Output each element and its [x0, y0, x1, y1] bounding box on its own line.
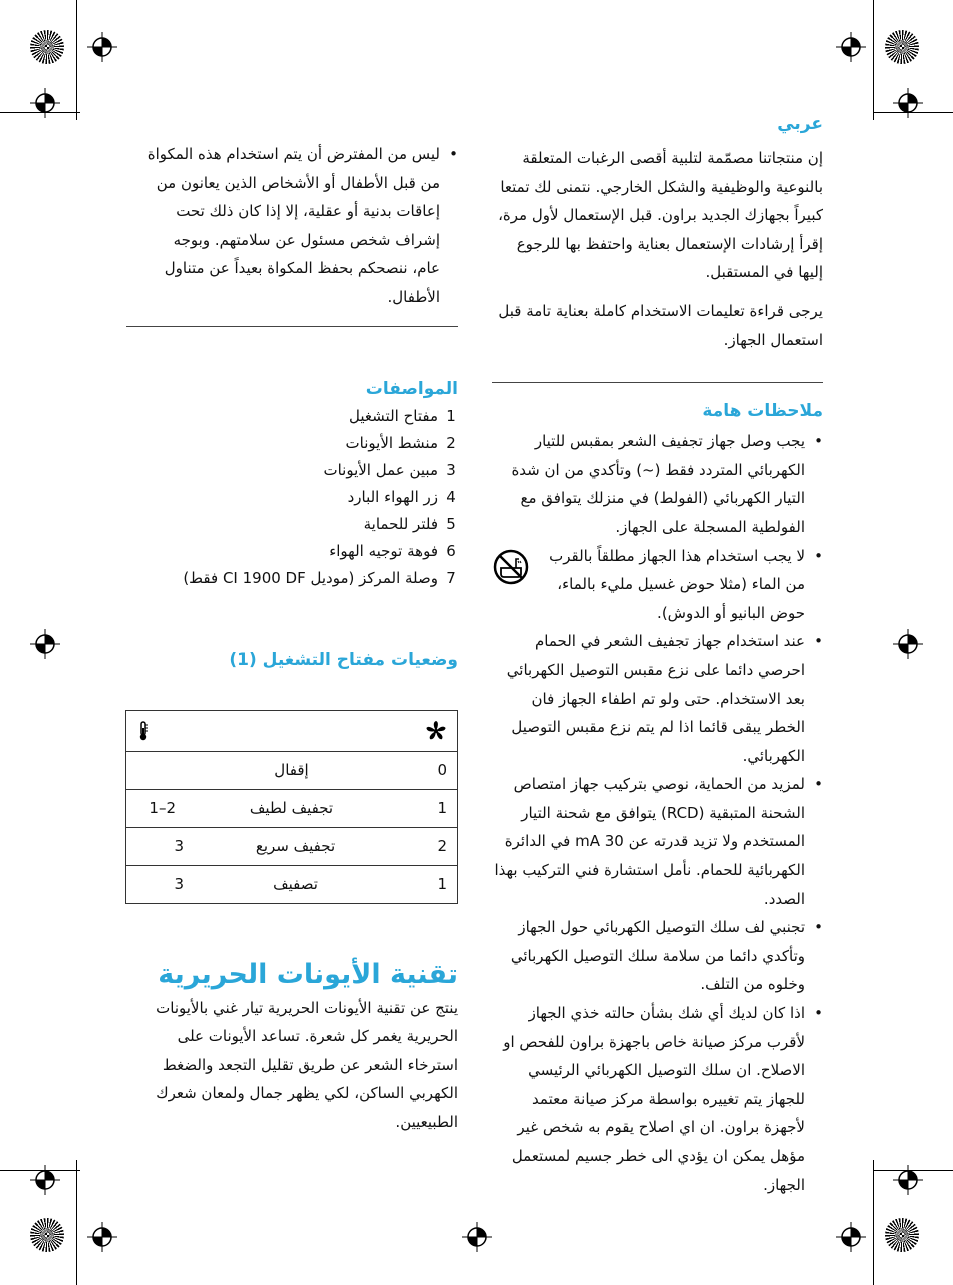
- bullet-icon: •: [814, 432, 823, 451]
- notes-heading: ملاحظات هامة: [702, 401, 823, 422]
- registration-crosshair-icon: [836, 32, 866, 62]
- left-column: [126, 140, 458, 1137]
- bullet-icon: •: [814, 546, 823, 565]
- list-item: • لا يجب استخدام هذا الجهاز مطلقاً بالقرب من الماء (مثلا حوض غسيل مليء بالماء، حوض البانيو أو الدوش).: [492, 542, 823, 628]
- switch-heading: وضعيات مفتاح التشغيل (1): [229, 649, 458, 670]
- list-item: • ليس من المفترض أن يتم استخدام هذه المكواة من قبل الأطفال أو الأشخاص الذين يعانون من إعاقات بدنية أو عقلية، إلا إذا كان ذلك تحت إشراف شخص مسئول عن سلامتهم. وبوجه عام، ننصحكم بحفظ المكواة بعيداً عن متناول الأطفال.: [126, 140, 458, 312]
- list-item: • تجنبي لف سلك التوصيل الكهربائي حول الجهاز وتأكدي دائما من سلامة سلك التوصيل الكهربائي وخلوه من التلف.: [492, 913, 823, 999]
- bullet-icon: •: [814, 918, 823, 937]
- registration-crosshair-icon: [30, 1165, 60, 1195]
- registration-crosshair-icon: [30, 629, 60, 659]
- no-bath-icon: [492, 548, 530, 586]
- right-column: [492, 112, 823, 1199]
- instruction-note: يرجى قراءة تعليمات الاستخدام كاملة بعناية تامة قبل استعمال الجهاز.: [498, 301, 823, 349]
- list-item: • يجب وصل جهاز تجفيف الشعر بمقبس للتيار الكهربائي المتردد فقط (~) وتأكدي من ان شدة التيار الكهربائي (الفولط) في منزلك يتوافق مع الفولطية المسجلة على الجهاز.: [492, 427, 823, 541]
- table-row: 3 تجفيف سريع 2: [126, 827, 458, 865]
- list-item: 2 منشط الأيونات: [345, 433, 456, 452]
- section-divider: [126, 326, 458, 327]
- language-heading: عربي: [777, 114, 823, 134]
- thermometer-icon: [136, 721, 150, 741]
- parts-list: [126, 403, 458, 592]
- registration-sunburst-icon: [30, 1218, 64, 1252]
- bullet-icon: •: [814, 775, 823, 794]
- registration-crosshair-icon: [87, 32, 117, 62]
- registration-crosshair-icon: [462, 1222, 492, 1252]
- section-divider: [492, 382, 823, 383]
- registration-crosshair-icon: [893, 1165, 923, 1195]
- registration-crosshair-icon: [87, 1222, 117, 1252]
- registration-crosshair-icon: [893, 88, 923, 118]
- ion-technology-paragraph: ينتج عن تقنية الأيونات الحريرية تيار غني بالأيونات الحريرية يغمر كل شعرة. تساعد الأيونات على استرخاء الشعر عن طريق تقليل التجعد والضغط الكهربي الساكن، لكي يظهر جمال ولمعان شعرك الطبيعيين.: [156, 998, 458, 1131]
- list-item: • عند استخدام جهاز تجفيف الشعر في الحمام احرصي دائما على نزع مقبس التوصيل الكهربائي بعد الاستخدام. حتى ولو تم اطفاء الجهاز فان الخطر يبقى قائما اذا لم يتم نزع مقبس التوصيل الكهربائي.: [492, 627, 823, 770]
- bullet-icon: •: [814, 1004, 823, 1023]
- table-row: إقفال 0: [126, 751, 458, 789]
- switch-settings-table: [125, 710, 458, 904]
- list-item: 5 فلتر للحماية: [363, 514, 456, 533]
- list-item: • اذا كان لديك أي شك بشأن حالته خذي الجهاز لأقرب مركز صيانة خاص باجهزة براون للفحص او الاصلاح. ان سلك التوصيل الكهربائي الرئيسي للجهاز يتم تغييره بواسطة مركز صيانة معتمد لأجهزة براون. ان اي اصلاح يقوم به شخص غير مؤهل يمكن ان يؤدي الى خطر جسيم لمستعمل الجهاز.: [492, 999, 823, 1199]
- list-item: • لمزيد من الحماية، نوصي بتركيب جهاز امتصاص الشحنة المتبقية (RCD) يتوافق مع شحنة التيار المستخدم ولا تزيد قدرته عن 30 mA في الدائرة الكهربائية للحمام. نأمل استشارة فني التركيب بهذا الصدد.: [492, 770, 823, 913]
- registration-sunburst-icon: [885, 30, 919, 64]
- table-header-row: [126, 710, 458, 751]
- registration-crosshair-icon: [30, 88, 60, 118]
- list-item: 3 مبين عمل الأيونات: [323, 460, 456, 479]
- list-item: 1 مفتاح التشغيل: [349, 406, 456, 425]
- table-row: 3 تصفيف 1: [126, 865, 458, 903]
- table-row: 1–2 تجفيف لطيف 1: [126, 789, 458, 827]
- intro-paragraph: إن منتجاتنا مصمّمة لتلبية أقصى الرغبات المتعلقة بالنوعية والوظيفية والشكل الخارجي. نتمنى لك تمتعا كبيراً بجهازك الجديد براون. قبل الإستعمال لأول مرة، إقرأ إرشادات الإستعمال بعناية واحتفظ بها للرجوع إليها في المستقبل.: [498, 149, 823, 282]
- list-item: 7 وصلة المركز (موديل CI 1900 DF فقط): [183, 568, 456, 587]
- notes-list: [492, 427, 823, 1199]
- bullet-icon: •: [449, 145, 458, 163]
- fan-icon: [425, 720, 447, 742]
- list-item: 4 زر الهواء البارد: [347, 487, 456, 506]
- registration-crosshair-icon: [836, 1222, 866, 1252]
- registration-sunburst-icon: [885, 1218, 919, 1252]
- bullet-icon: •: [814, 632, 823, 651]
- registration-sunburst-icon: [30, 30, 64, 64]
- registration-crosshair-icon: [893, 629, 923, 659]
- specs-heading: المواصفات: [365, 378, 458, 399]
- list-item: 6 فوهة توجيه الهواء: [329, 541, 456, 560]
- children-warning: [126, 140, 458, 312]
- ion-technology-heading: تقنية الأيونات الحريرية: [158, 958, 458, 990]
